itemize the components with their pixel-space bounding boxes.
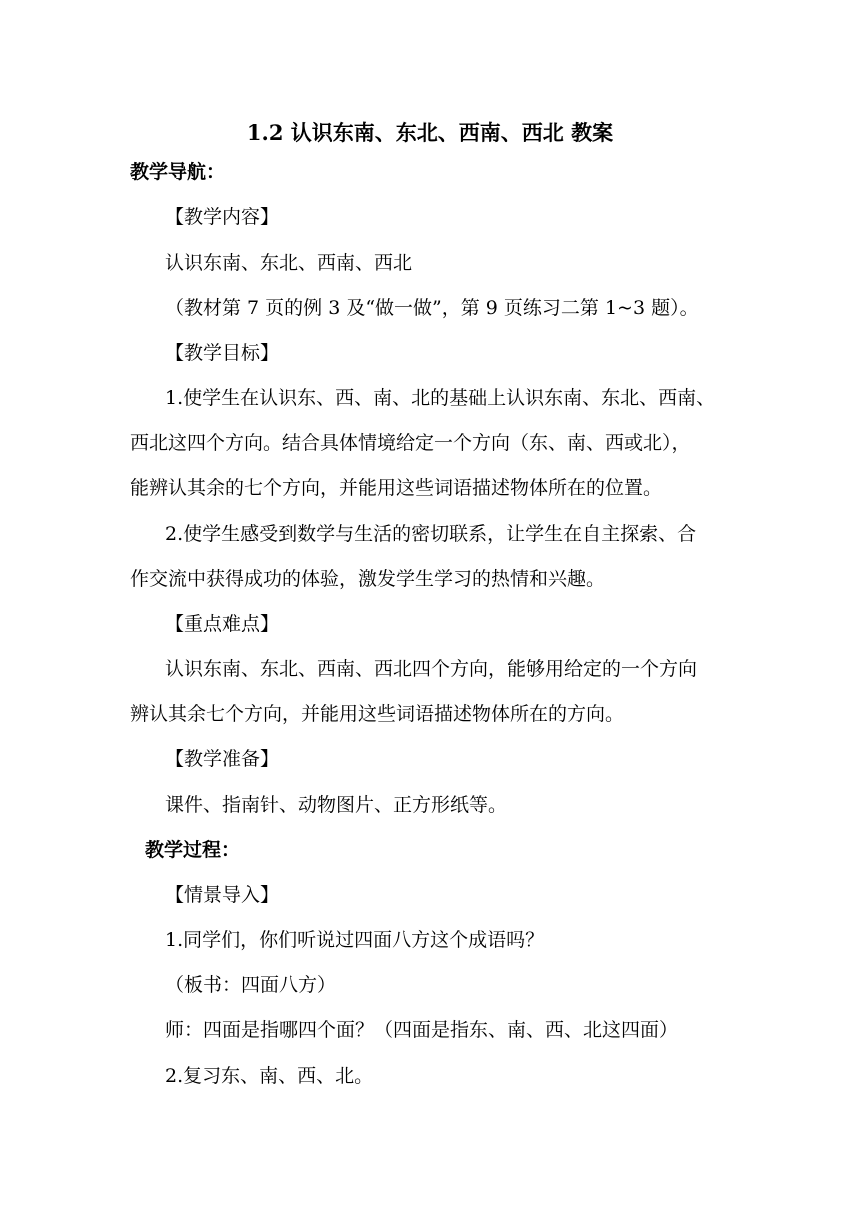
intro-line-4: 2.复习东、南、西、北。 xyxy=(165,1065,374,1087)
prep-line: 课件、指南针、动物图片、正方形纸等。 xyxy=(165,794,508,816)
prep-heading: 【教学准备】 xyxy=(165,748,280,770)
key-heading: 【重点难点】 xyxy=(165,613,280,635)
content-line-2: （教材第 7 页的例 3 及“做一做”，第 9 页练习二第 1~3 题）。 xyxy=(165,297,699,319)
intro-line-1: 1.同学们，你们听说过四面八方这个成语吗？ xyxy=(165,929,545,951)
nav-heading: 教学导航： xyxy=(130,161,226,183)
goal-heading: 【教学目标】 xyxy=(165,342,280,364)
goal1-line-2: 西北这四个方向。结合具体情境给定一个方向（东、南、西或北）， xyxy=(130,432,691,454)
content-line-1: 认识东南、东北、西南、西北 xyxy=(165,252,413,274)
intro-line-2: （板书：四面八方） xyxy=(165,974,337,996)
process-heading: 教学过程： xyxy=(145,839,241,861)
intro-line-3: 师：四面是指哪四个面？（四面是指东、南、西、北这四面） xyxy=(165,1019,679,1041)
content-heading: 【教学内容】 xyxy=(165,206,280,228)
goal1-line-3: 能辨认其余的七个方向，并能用这些词语描述物体所在的位置。 xyxy=(130,477,663,499)
goal2-line-1: 2.使学生感受到数学与生活的密切联系，让学生在自主探索、合 xyxy=(165,523,697,545)
goal2-line-2: 作交流中获得成功的体验，激发学生学习的热情和兴趣。 xyxy=(130,568,606,590)
key-line-2: 辨认其余七个方向，并能用这些词语描述物体所在的方向。 xyxy=(130,703,625,725)
intro-heading: 【情景导入】 xyxy=(165,884,280,906)
goal1-line-1: 1.使学生在认识东、西、南、北的基础上认识东南、东北、西南、 xyxy=(165,387,716,409)
document-title: 1.2 认识东南、东北、西南、西北 教案 xyxy=(246,120,614,145)
key-line-1: 认识东南、东北、西南、西北四个方向，能够用给定的一个方向 xyxy=(165,658,698,680)
